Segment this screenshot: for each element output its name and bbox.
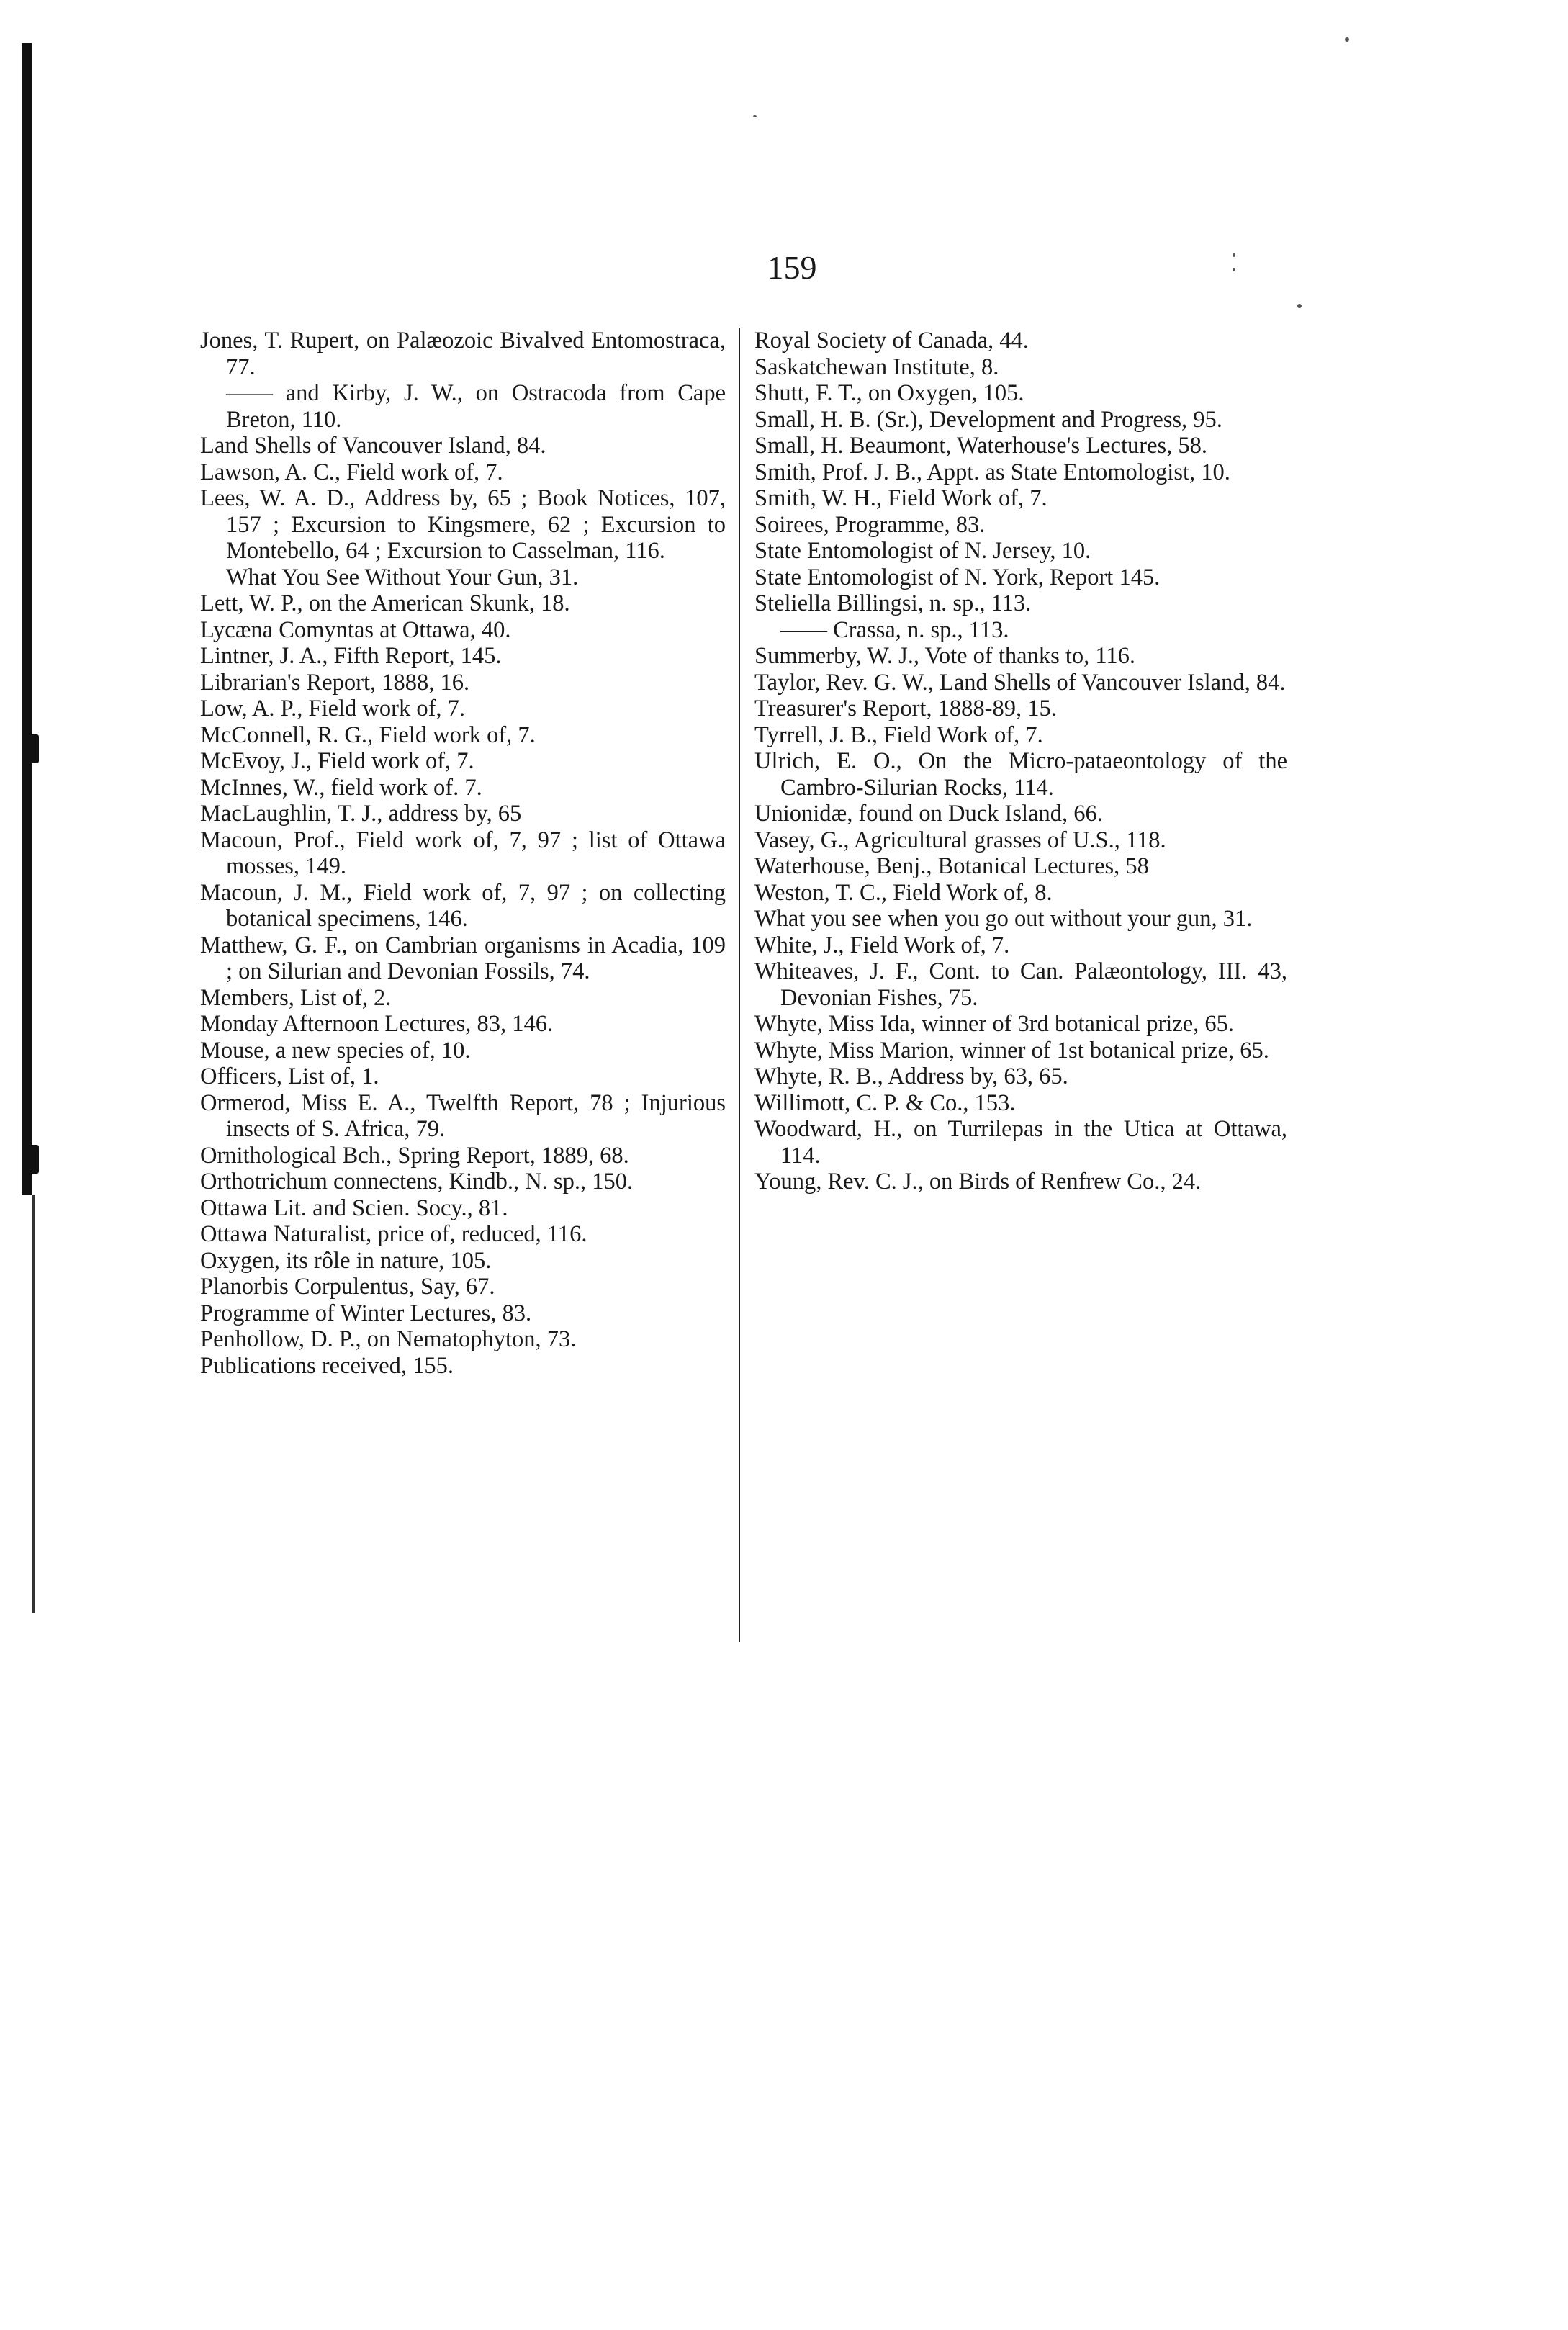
index-entry: Steliella Billingsi, n. sp., 113. (754, 590, 1032, 616)
index-entry: Mouse, a new species of, 10. (200, 1037, 471, 1063)
index-entry: What You See Without Your Gun, 31. (226, 564, 579, 590)
index-entry: Taylor, Rev. G. W., Land Shells of Vancouver Island, 84. (754, 669, 1286, 696)
index-entry: What you see when you go out without your gun, 31. (754, 906, 1253, 932)
scan-edge-mark (29, 734, 39, 763)
index-entry: Planorbis Corpulentus, Say, 67. (200, 1274, 495, 1300)
index-entry: Orthotrichum connectens, Kindb., N. sp., 150. (200, 1169, 634, 1195)
index-entry: State Entomologist of N. Jersey, 10. (754, 538, 1091, 564)
index-entry: Publications received, 155. (200, 1352, 454, 1379)
index-entry: Small, H. Beaumont, Waterhouse's Lectures, 58. (754, 433, 1208, 459)
index-entry: Librarian's Report, 1888, 16. (200, 669, 470, 696)
index-entry: Saskatchewan Institute, 8. (754, 354, 999, 380)
index-entry: Young, Rev. C. J., on Birds of Renfrew Co., 24. (754, 1169, 1202, 1195)
index-entry: Ottawa Naturalist, price of, reduced, 116. (200, 1221, 587, 1247)
index-entry: —— and Kirby, J. W., on Ostracoda from Cape Breton, 110. (226, 380, 726, 433)
scan-speck (1233, 268, 1235, 271)
index-entry: Whyte, Miss Ida, winner of 3rd botanical prize, 65. (754, 1011, 1235, 1037)
scan-edge-mark (29, 1145, 39, 1174)
index-entry: Jones, T. Rupert, on Palæozoic Bivalved Entomostraca, 77. (200, 328, 726, 380)
index-entry: Ornithological Bch., Spring Report, 1889, 68. (200, 1142, 629, 1169)
index-entry: Waterhouse, Benj., Botanical Lectures, 58 (754, 853, 1149, 879)
index-entry: Woodward, H., on Turrilepas in the Utica at Ottawa, 114. (754, 1116, 1287, 1169)
index-entry: Lees, W. A. D., Address by, 65 ; Book Notices, 107, 157 ; Excursion to Kingsmere, 62 ; Excursion to Montebello, 64 ; Excursion to Casselman, 116. (200, 485, 726, 564)
index-entry: Lycæna Comyntas at Ottawa, 40. (200, 616, 511, 643)
scan-speck (1345, 37, 1349, 42)
index-entry: Low, A. P., Field work of, 7. (200, 696, 466, 721)
index-entry: Ottawa Lit. and Scien. Socy., 81. (200, 1195, 508, 1221)
index-entry: Lawson, A. C., Field work of, 7. (200, 459, 503, 485)
index-entry: Members, List of, 2. (200, 984, 392, 1011)
scan-speck (753, 115, 757, 117)
index-entry: Lett, W. P., on the American Skunk, 18. (200, 590, 570, 616)
index-entry: Smith, Prof. J. B., Appt. as State Entomologist, 10. (754, 459, 1230, 485)
index-entry: Whiteaves, J. F., Cont. to Can. Palæontology, III. 43, Devonian Fishes, 75. (754, 958, 1287, 1011)
index-entry: Weston, T. C., Field Work of, 8. (754, 879, 1053, 906)
index-entry: Willimott, C. P. & Co., 153. (754, 1089, 1016, 1116)
index-entry: Ulrich, E. O., On the Micro-pataeontology of the Cambro-Silurian Rocks, 114. (754, 748, 1287, 801)
index-entry: Programme of Winter Lectures, 83. (200, 1300, 532, 1326)
index-column-left (200, 328, 726, 1379)
index-entry: Matthew, G. F., on Cambrian organisms in Acadia, 109 ; on Silurian and Devonian Fossils, 74. (200, 932, 726, 984)
index-entry: Macoun, J. M., Field work of, 7, 97 ; on collecting botanical specimens, 146. (200, 879, 726, 932)
index-entry: Monday Afternoon Lectures, 83, 146. (200, 1011, 554, 1037)
index-entry: Ormerod, Miss E. A., Twelfth Report, 78 ; Injurious insects of S. Africa, 79. (200, 1089, 726, 1142)
index-entry: McInnes, W., field work of. 7. (200, 774, 482, 801)
index-entry: Soirees, Programme, 83. (754, 511, 986, 538)
index-entry: Shutt, F. T., on Oxygen, 105. (754, 380, 1024, 406)
index-entry: Royal Society of Canada, 44. (754, 328, 1029, 354)
index-entry: Whyte, Miss Marion, winner of 1st botanical prize, 65. (754, 1037, 1269, 1063)
index-entry: Unionidæ, found on Duck Island, 66. (754, 801, 1103, 827)
scan-speck (1233, 253, 1235, 257)
page-number: 159 (767, 249, 817, 286)
index-entry: White, J., Field Work of, 7. (754, 932, 1010, 958)
index-entry: Treasurer's Report, 1888-89, 15. (754, 696, 1057, 721)
index-entry: Land Shells of Vancouver Island, 84. (200, 433, 546, 459)
index-entry: McConnell, R. G., Field work of, 7. (200, 721, 536, 748)
index-entry: MacLaughlin, T. J., address by, 65 (200, 801, 522, 827)
index-entry: —— Crassa, n. sp., 113. (780, 616, 1009, 643)
index-entry: Tyrrell, J. B., Field Work of, 7. (754, 721, 1043, 748)
index-entry: Oxygen, its rôle in nature, 105. (200, 1247, 492, 1274)
index-entry: Vasey, G., Agricultural grasses of U.S., 118. (754, 827, 1166, 853)
scan-edge-line (32, 1195, 35, 1613)
scan-speck (1297, 304, 1302, 308)
index-entry: McEvoy, J., Field work of, 7. (200, 748, 474, 774)
index-column-right (754, 328, 1287, 1195)
index-entry: Small, H. B. (Sr.), Development and Progress, 95. (754, 406, 1222, 433)
index-entry: Smith, W. H., Field Work of, 7. (754, 485, 1047, 511)
index-entry: Lintner, J. A., Fifth Report, 145. (200, 643, 502, 669)
column-divider (739, 328, 740, 1642)
index-entry: Officers, List of, 1. (200, 1063, 379, 1089)
scan-edge-shadow (22, 43, 32, 1195)
index-entry: Macoun, Prof., Field work of, 7, 97 ; list of Ottawa mosses, 149. (200, 827, 726, 879)
index-entry: Whyte, R. B., Address by, 63, 65. (754, 1063, 1068, 1089)
index-entry: Penhollow, D. P., on Nematophyton, 73. (200, 1326, 577, 1352)
index-entry: Summerby, W. J., Vote of thanks to, 116. (754, 643, 1136, 669)
index-entry: State Entomologist of N. York, Report 145. (754, 564, 1161, 590)
